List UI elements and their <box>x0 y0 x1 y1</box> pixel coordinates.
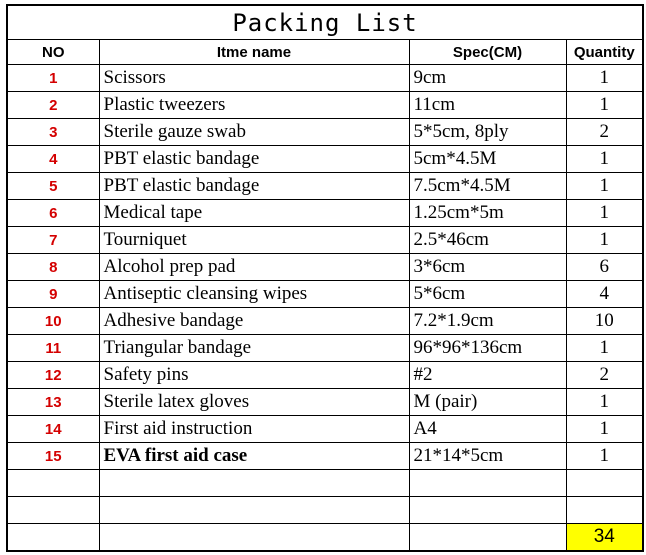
header-quantity: Quantity <box>566 40 643 65</box>
row-name: Plastic tweezers <box>99 92 409 119</box>
row-qty: 2 <box>566 362 643 389</box>
empty-row <box>7 497 643 524</box>
empty-cell <box>409 470 566 497</box>
row-name: Triangular bandage <box>99 335 409 362</box>
row-no: 8 <box>7 254 99 281</box>
row-name: Antiseptic cleansing wipes <box>99 281 409 308</box>
row-qty: 1 <box>566 227 643 254</box>
header-no: NO <box>7 40 99 65</box>
row-spec: 21*14*5cm <box>409 443 566 470</box>
table-row <box>7 119 643 146</box>
row-name: Sterile gauze swab <box>99 119 409 146</box>
table-row <box>7 443 643 470</box>
row-spec: 96*96*136cm <box>409 335 566 362</box>
row-no: 13 <box>7 389 99 416</box>
empty-cell <box>566 470 643 497</box>
row-spec: 1.25cm*5m <box>409 200 566 227</box>
row-no: 6 <box>7 200 99 227</box>
packing-list-sheet <box>6 4 642 552</box>
row-name: Sterile latex gloves <box>99 389 409 416</box>
table-row <box>7 146 643 173</box>
row-no: 10 <box>7 308 99 335</box>
row-no: 3 <box>7 119 99 146</box>
table-row <box>7 227 643 254</box>
row-name: Medical tape <box>99 200 409 227</box>
row-no: 11 <box>7 335 99 362</box>
header-spec: Spec(CM) <box>409 40 566 65</box>
row-qty: 1 <box>566 200 643 227</box>
table-title: Packing List <box>7 5 643 40</box>
row-spec: 7.2*1.9cm <box>409 308 566 335</box>
empty-cell <box>7 470 99 497</box>
row-no: 12 <box>7 362 99 389</box>
row-no: 9 <box>7 281 99 308</box>
row-no: 7 <box>7 227 99 254</box>
row-qty: 1 <box>566 146 643 173</box>
table-row <box>7 308 643 335</box>
empty-row <box>7 470 643 497</box>
header-item-name: Itme name <box>99 40 409 65</box>
row-qty: 1 <box>566 389 643 416</box>
table-row <box>7 254 643 281</box>
table-row <box>7 92 643 119</box>
empty-cell <box>7 524 99 552</box>
row-qty: 1 <box>566 92 643 119</box>
row-spec: A4 <box>409 416 566 443</box>
table-row <box>7 389 643 416</box>
row-spec: 5cm*4.5M <box>409 146 566 173</box>
row-no: 14 <box>7 416 99 443</box>
row-qty: 10 <box>566 308 643 335</box>
row-name: Safety pins <box>99 362 409 389</box>
row-qty: 1 <box>566 65 643 92</box>
row-no: 2 <box>7 92 99 119</box>
table-row <box>7 173 643 200</box>
total-row <box>7 524 643 552</box>
row-spec: M (pair) <box>409 389 566 416</box>
row-name: Tourniquet <box>99 227 409 254</box>
table-row <box>7 281 643 308</box>
row-qty: 1 <box>566 335 643 362</box>
row-qty: 1 <box>566 416 643 443</box>
empty-cell <box>409 524 566 552</box>
row-qty: 4 <box>566 281 643 308</box>
row-qty: 6 <box>566 254 643 281</box>
row-spec: 9cm <box>409 65 566 92</box>
table-row <box>7 416 643 443</box>
empty-cell <box>99 524 409 552</box>
packing-list-table <box>6 4 644 552</box>
table-row <box>7 335 643 362</box>
row-name: Alcohol prep pad <box>99 254 409 281</box>
table-row <box>7 362 643 389</box>
row-spec: 5*5cm, 8ply <box>409 119 566 146</box>
row-spec: 2.5*46cm <box>409 227 566 254</box>
row-qty: 1 <box>566 173 643 200</box>
row-spec: 5*6cm <box>409 281 566 308</box>
row-name: EVA first aid case <box>99 443 409 470</box>
table-row <box>7 200 643 227</box>
row-no: 5 <box>7 173 99 200</box>
table-row <box>7 65 643 92</box>
empty-cell <box>99 470 409 497</box>
empty-cell <box>99 497 409 524</box>
row-name: First aid instruction <box>99 416 409 443</box>
row-qty: 2 <box>566 119 643 146</box>
empty-cell <box>409 497 566 524</box>
row-name: PBT elastic bandage <box>99 173 409 200</box>
row-spec: #2 <box>409 362 566 389</box>
total-quantity: 34 <box>566 524 643 552</box>
row-no: 15 <box>7 443 99 470</box>
row-name: Scissors <box>99 65 409 92</box>
row-name: PBT elastic bandage <box>99 146 409 173</box>
row-spec: 3*6cm <box>409 254 566 281</box>
row-spec: 7.5cm*4.5M <box>409 173 566 200</box>
empty-cell <box>566 497 643 524</box>
title-row <box>7 5 643 40</box>
row-no: 4 <box>7 146 99 173</box>
row-spec: 11cm <box>409 92 566 119</box>
header-row <box>7 40 643 65</box>
row-name: Adhesive bandage <box>99 308 409 335</box>
empty-cell <box>7 497 99 524</box>
row-qty: 1 <box>566 443 643 470</box>
row-no: 1 <box>7 65 99 92</box>
